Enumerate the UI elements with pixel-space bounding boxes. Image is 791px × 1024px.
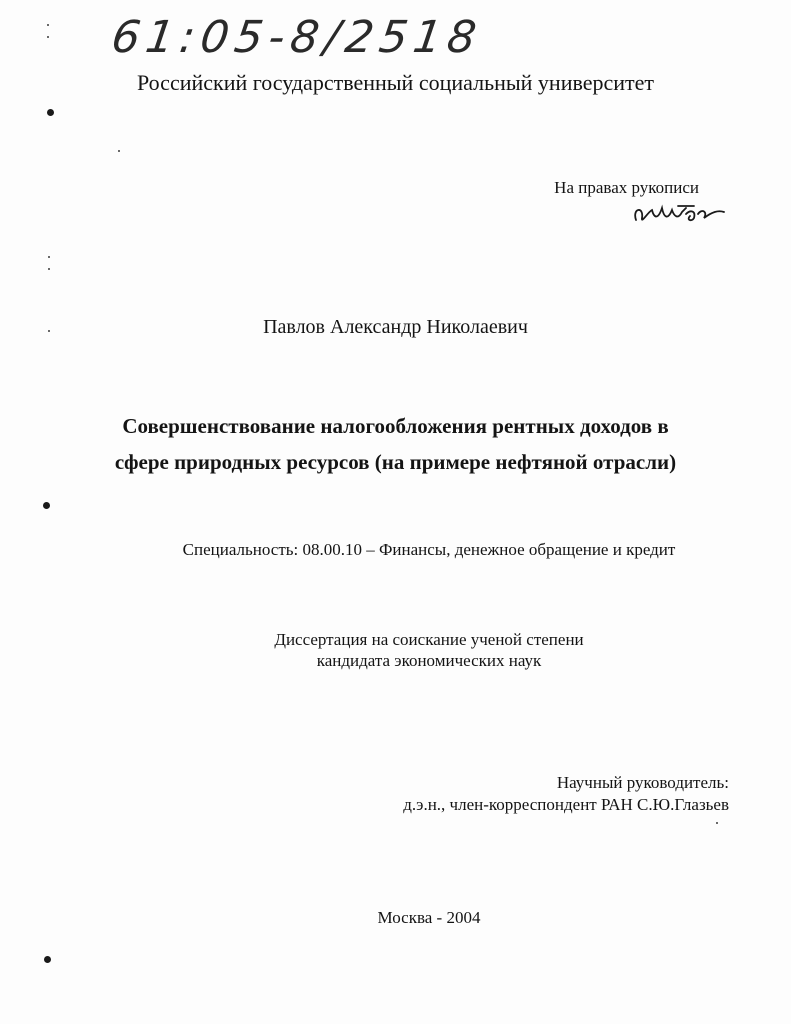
title-line-1: Совершенствование налогообложения рентных доходов в [122, 414, 669, 438]
archive-code: 61:05-8/2518 [108, 12, 486, 63]
university-name: Российский государственный социальный университет [136, 70, 655, 95]
signature [628, 200, 728, 230]
supervisor-block [403, 772, 729, 816]
punch-hole-mark [44, 956, 51, 963]
scan-speck [47, 24, 49, 26]
degree-statement [0, 629, 791, 671]
manuscript-note: На правах рукописи [554, 178, 699, 197]
dissertation-title [80, 408, 711, 480]
degree-line-1: Диссертация на соискание ученой степени [274, 630, 584, 649]
supervisor-name: д.э.н., член-корреспондент РАН С.Ю.Глазьев [403, 795, 729, 814]
author-name: Павлов Александр Николаевич [263, 316, 528, 338]
city-year: Москва - 2004 [377, 908, 481, 927]
title-line-2: сфере природных ресурсов (на примере нефтяной отрасли) [114, 450, 677, 474]
scan-speck [118, 150, 120, 152]
scan-speck [716, 822, 718, 824]
specialty: Специальность: 08.00.10 – Финансы, денежное обращение и кредит [182, 540, 676, 559]
supervisor-label: Научный руководитель: [556, 773, 729, 792]
degree-line-2: кандидата экономических наук [316, 651, 542, 670]
scan-speck [48, 268, 50, 270]
scan-speck [48, 256, 50, 258]
scan-speck [47, 36, 49, 38]
scan-speck [48, 330, 50, 332]
punch-hole-mark [43, 502, 50, 509]
punch-hole-mark [47, 109, 54, 116]
